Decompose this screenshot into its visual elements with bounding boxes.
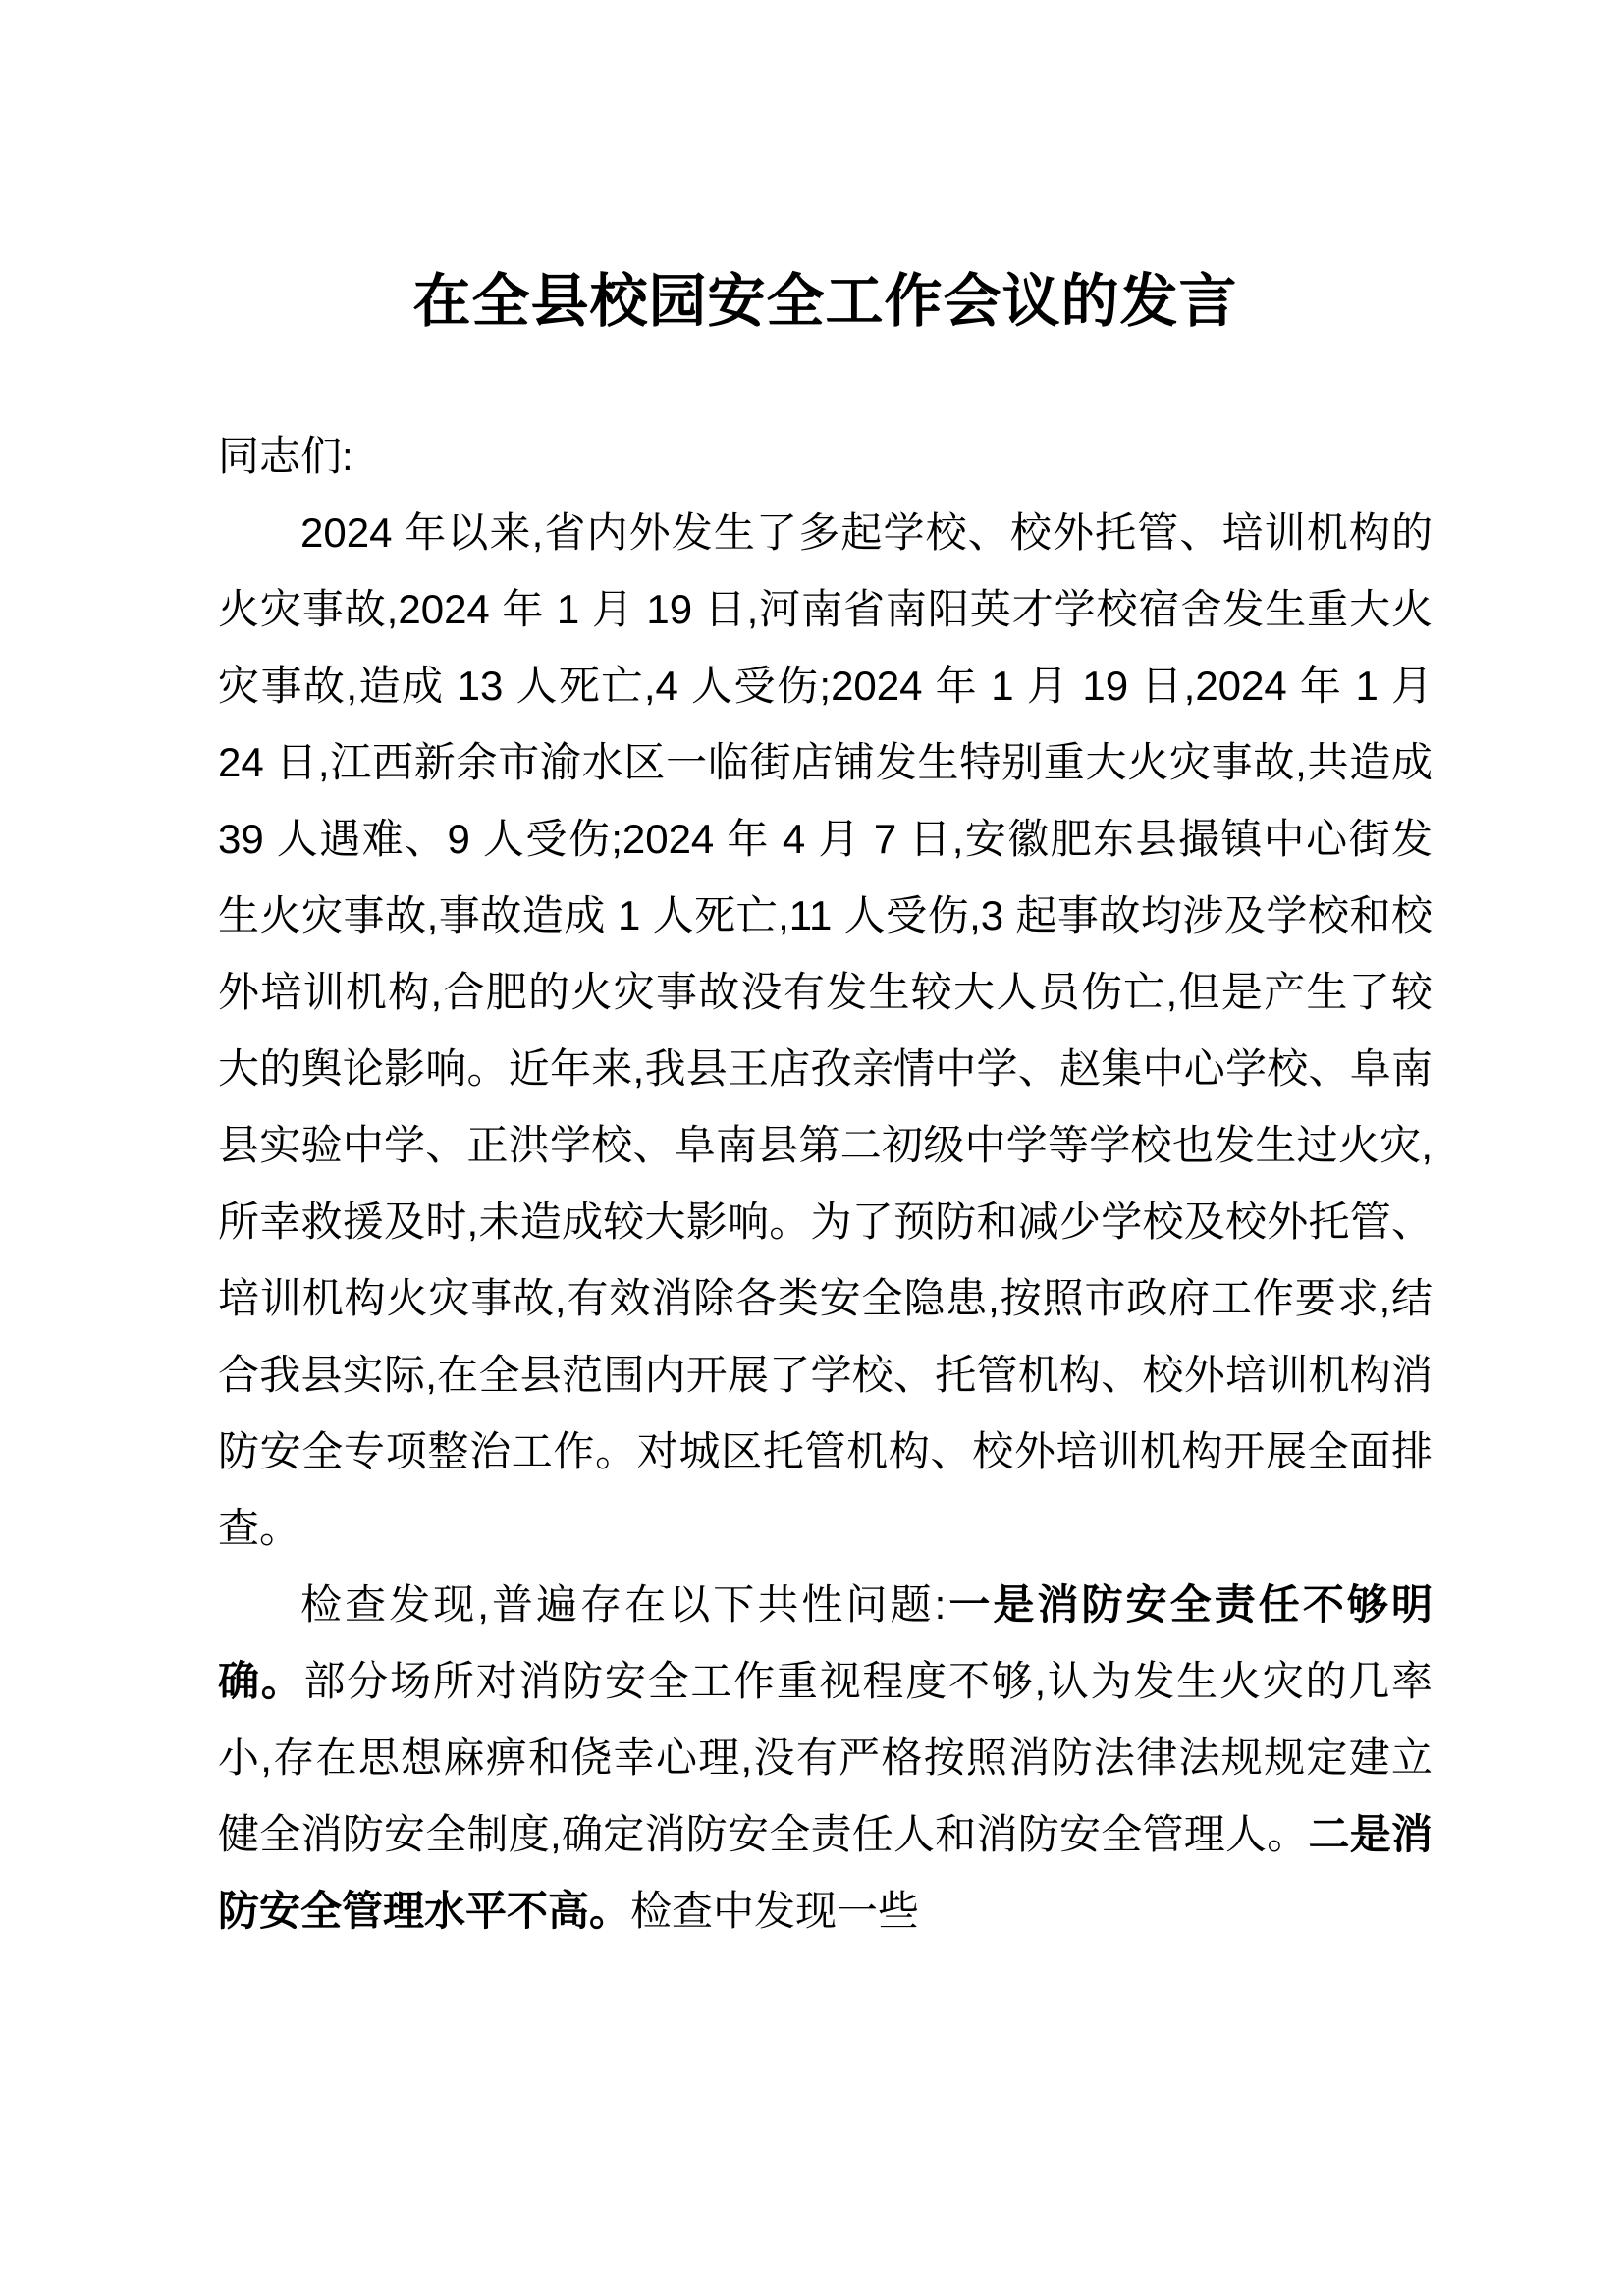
paragraph-incidents-text: 2024 年以来,省内外发生了多起学校、校外托管、培训机构的火灾事故,2024 年 1 月 19 日,河南省南阳英才学校宿舍发生重大火灾事故,造成 13 人死亡,4 人受伤;2024 年 1 月 19 日,2024 年 1 月 24 日,江西新余市渝水区一临街店铺发生特别重大火灾事故,共造成 39 人遇难、9 人受伤;2024 年 4 月 7 日,安徽肥东县撮镇中心街发生火灾事故,事故造成 1 人死亡,11 人受伤,3 起事故均涉及学校和校外培训机构,合肥的火灾事故没有发生较大人员伤亡,但是产生了较大的舆论影响。近年来,我县王店孜亲情中学、赵集中心学校、阜南县实验中学、正洪学校、阜南县第二初级中学等学校也发生过火灾,所幸救援及时,未造成较大影响。为了预防和减少学校及校外托管、培训机构火灾事故,有效消除各类安全隐患,按照市政府工作要求,结合我县实际,在全县范围内开展了学校、托管机构、校外培训机构消防安全专项整治工作。对城区托管机构、校外培训机构开展全面排查。 xyxy=(218,509,1433,1551)
finding-1-heading: 一是消防安全责任不够明确。 xyxy=(218,1581,1433,1704)
finding-2-detail-text: 检查中发现一些 xyxy=(630,1888,920,1934)
document-title: 在全县校园安全工作会议的发言 xyxy=(412,269,1238,334)
paragraph-incidents xyxy=(218,495,1433,1567)
finding-1-detail-text: 部分场所对消防安全工作重视程度不够,认为发生火灾的几率小,存在思想麻痹和侥幸心理,没有严格按照消防法律法规规定建立健全消防安全制度,确定消防安全责任人和消防安全管理人。 xyxy=(218,1658,1433,1857)
findings-intro-text: 检查发现,普遍存在以下共性问题: xyxy=(300,1581,947,1628)
paragraph-inspection-findings xyxy=(218,1567,1433,1949)
document-body xyxy=(218,418,1433,1949)
finding-2-heading: 二是消防安全管理水平不高。 xyxy=(218,1811,1433,1934)
salutation: 同志们: xyxy=(218,433,353,479)
